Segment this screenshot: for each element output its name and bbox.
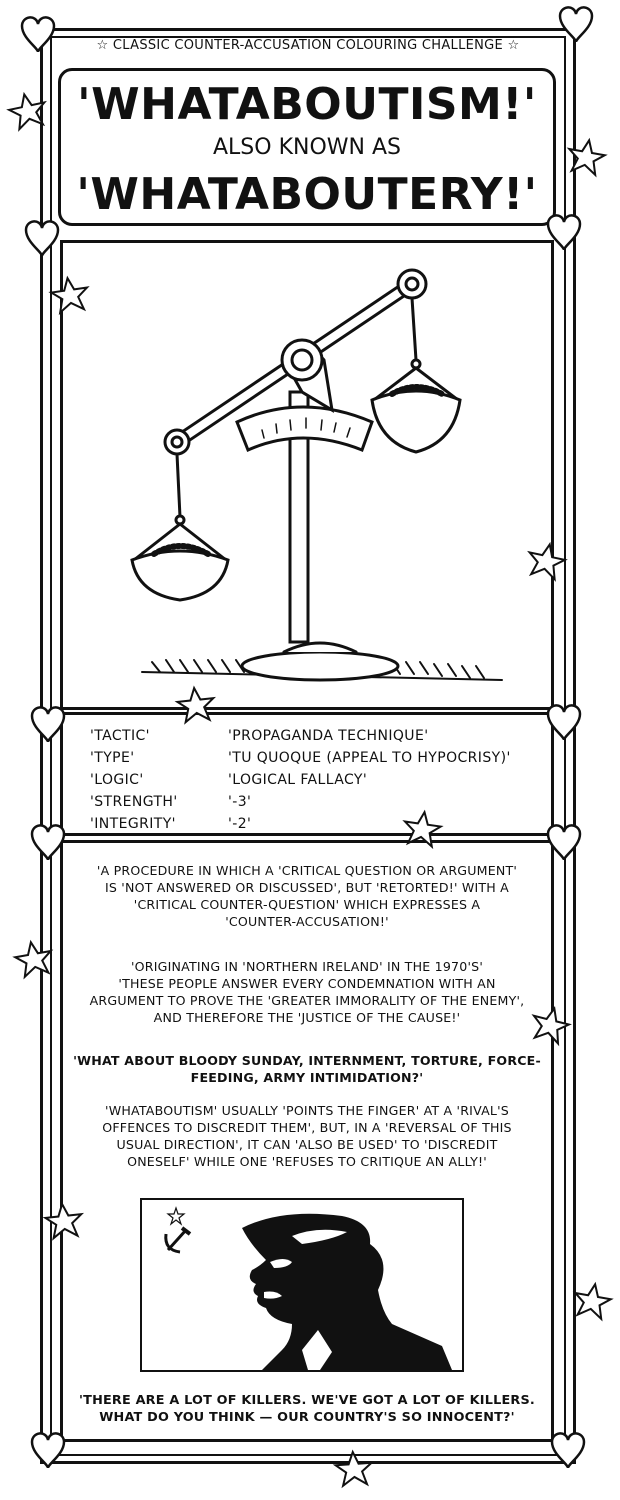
star-icon	[525, 541, 567, 581]
star-icon	[13, 939, 54, 978]
stat-value-tactic: 'PROPAGANDA TECHNIQUE'	[228, 728, 429, 744]
heart-icon	[552, 1433, 584, 1468]
heart-icon	[32, 707, 64, 742]
title-line-3: 'WHATABOUTERY!'	[76, 169, 538, 220]
star-icon	[335, 1451, 373, 1486]
heart-icon	[548, 825, 580, 860]
para-line: USUAL DIRECTION', IT CAN 'ALSO BE USED' TO 'DISCREDIT	[116, 1137, 498, 1152]
para-line: 'WHATABOUTISM' USUALLY 'POINTS THE FINGER' AT A 'RIVAL'S	[105, 1103, 509, 1118]
title-line-2: ALSO KNOWN AS	[213, 135, 401, 160]
heart-icon	[32, 1433, 64, 1468]
para-line: ONESELF' WHILE ONE 'REFUSES TO CRITIQUE AN ALLY!'	[127, 1154, 487, 1169]
heart-icon	[560, 7, 592, 42]
heart-icon	[32, 825, 64, 860]
para-line: 'THESE PEOPLE ANSWER EVERY CONDEMNATION WITH AN	[118, 976, 496, 991]
title-line-1: 'WHATABOUTISM!'	[77, 79, 537, 130]
para-line: FEEDING, ARMY INTIMIDATION?'	[190, 1070, 424, 1085]
star-icon	[402, 810, 442, 848]
stat-value-integrity: '-2'	[228, 816, 252, 832]
star-icon	[566, 137, 607, 176]
para-line: 'THERE ARE A LOT OF KILLERS. WE'VE GOT A LOT OF KILLERS.	[79, 1393, 535, 1408]
stat-value-type: 'TU QUOQUE (APPEAL TO HYPOCRISY)'	[228, 750, 511, 766]
heart-icon	[548, 215, 580, 250]
star-icon	[44, 1202, 83, 1239]
para-line: 'ORIGINATING IN 'NORTHERN IRELAND' IN THE 1970'S'	[131, 959, 483, 974]
heart-icon	[26, 221, 58, 256]
para-line: 'CRITICAL COUNTER-QUESTION' WHICH EXPRESSES A	[133, 897, 481, 912]
para-line: 'COUNTER-ACCUSATION!'	[225, 914, 389, 929]
star-icon	[529, 1004, 572, 1045]
stat-label-strength: 'STRENGTH'	[90, 794, 178, 810]
para-line: ARGUMENT TO PROVE THE 'GREATER IMMORALITY OF THE ENEMY',	[89, 993, 525, 1008]
star-icon	[572, 1281, 613, 1320]
para-line: 'A PROCEDURE IN WHICH A 'CRITICAL QUESTION OR ARGUMENT'	[96, 863, 518, 878]
header-title: ☆ CLASSIC COUNTER-ACCUSATION COLOURING CHALLENGE ☆	[96, 38, 520, 53]
stat-label-type: 'TYPE'	[90, 750, 135, 766]
para-line: WHAT DO YOU THINK — OUR COUNTRY'S SO INNOCENT?'	[99, 1410, 515, 1425]
stat-value-strength: '-3'	[228, 794, 252, 810]
star-icon	[7, 91, 49, 131]
para-line: AND THEREFORE THE 'JUSTICE OF THE CAUSE!'	[153, 1010, 461, 1025]
heart-icon	[22, 17, 54, 52]
heart-icon	[548, 705, 580, 740]
stat-label-integrity: 'INTEGRITY'	[90, 816, 176, 832]
para-line: IS 'NOT ANSWERED OR DISCUSSED', BUT 'RETORTED!' WITH A	[104, 880, 510, 895]
para-line: 'WHAT ABOUT BLOODY SUNDAY, INTERNMENT, TORTURE, FORCE-	[73, 1053, 541, 1068]
para-line: OFFENCES TO DISCREDIT THEM', BUT, IN A 'REVERSAL OF THIS	[102, 1120, 512, 1135]
star-icon	[50, 276, 90, 314]
stat-value-logic: 'LOGICAL FALLACY'	[228, 772, 368, 788]
stat-label-logic: 'LOGIC'	[90, 772, 144, 788]
star-icon	[176, 686, 215, 723]
stat-label-tactic: 'TACTIC'	[90, 728, 150, 744]
